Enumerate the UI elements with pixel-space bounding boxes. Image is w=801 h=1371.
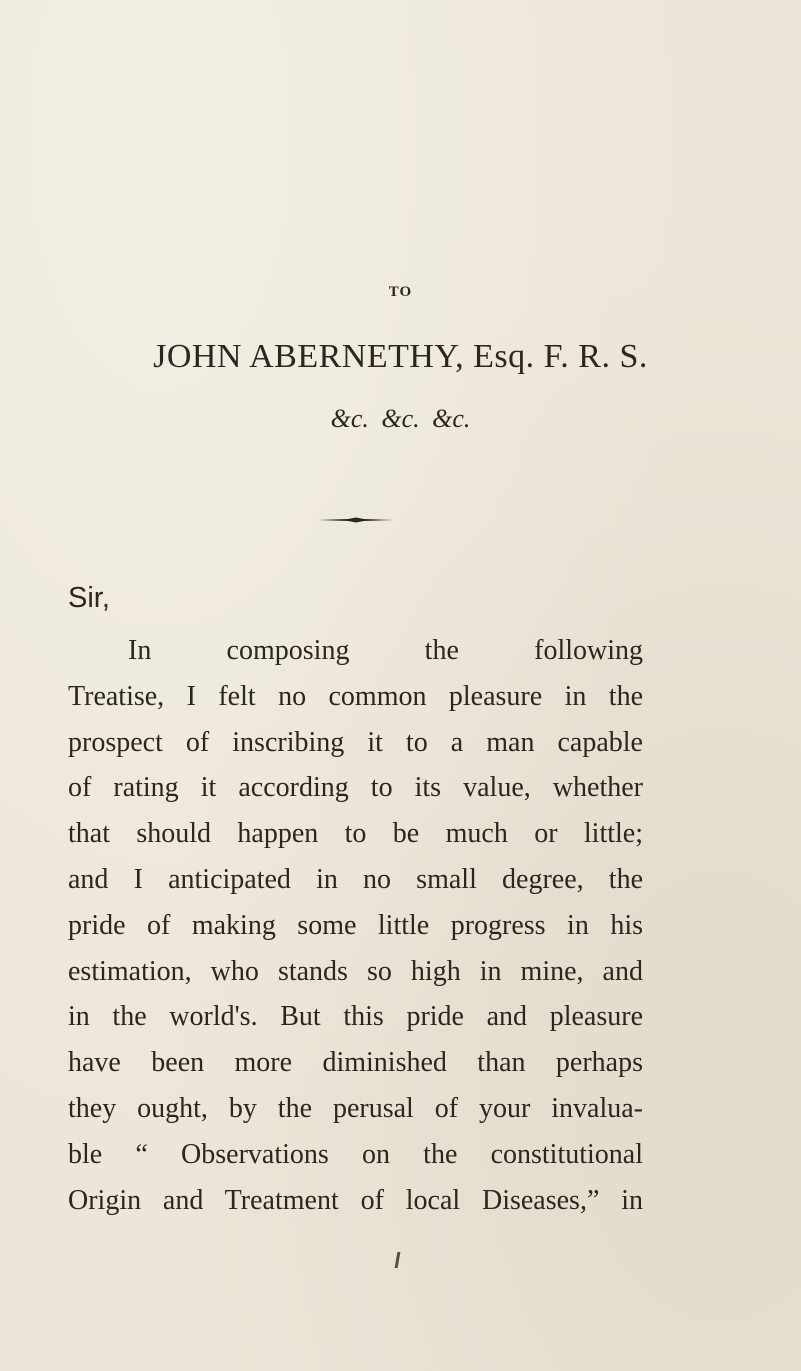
body-line: that should happen to be much or little; (68, 818, 643, 850)
salutation: Sir, (68, 582, 110, 614)
body-line: In composing the following (128, 635, 643, 666)
body-line: pride of making some little progress in his (68, 909, 643, 941)
body-line: and I anticipated in no small degree, the (68, 863, 643, 895)
body-line: estimation, who stands so high in mine, and (68, 955, 643, 987)
dedication-to-label: TO (388, 284, 413, 300)
body-line: they ought, by the perusal of your invalua- (68, 1092, 643, 1124)
body-line: Treatise, I felt no common pleasure in the (68, 680, 643, 712)
body-line: in the world's. But this pride and pleasure (68, 1001, 643, 1033)
dedication-body (68, 628, 643, 1223)
etc-line: &c. &c. &c. (330, 404, 471, 433)
body-line: Origin and Treatment of local Diseases,” in (68, 1184, 643, 1216)
body-line: have been more diminished than perhaps (68, 1047, 643, 1079)
body-line: prospect of inscribing it to a man capable (68, 726, 643, 758)
dedicatee-name: JOHN ABERNETHY, Esq. F. R. S. (153, 338, 648, 375)
stray-ink-mark (395, 1252, 401, 1268)
body-line: ble “ Observations on the constitutional (68, 1138, 643, 1170)
body-line: of rating it according to its value, whether (68, 772, 643, 804)
ornamental-rule (318, 517, 394, 523)
